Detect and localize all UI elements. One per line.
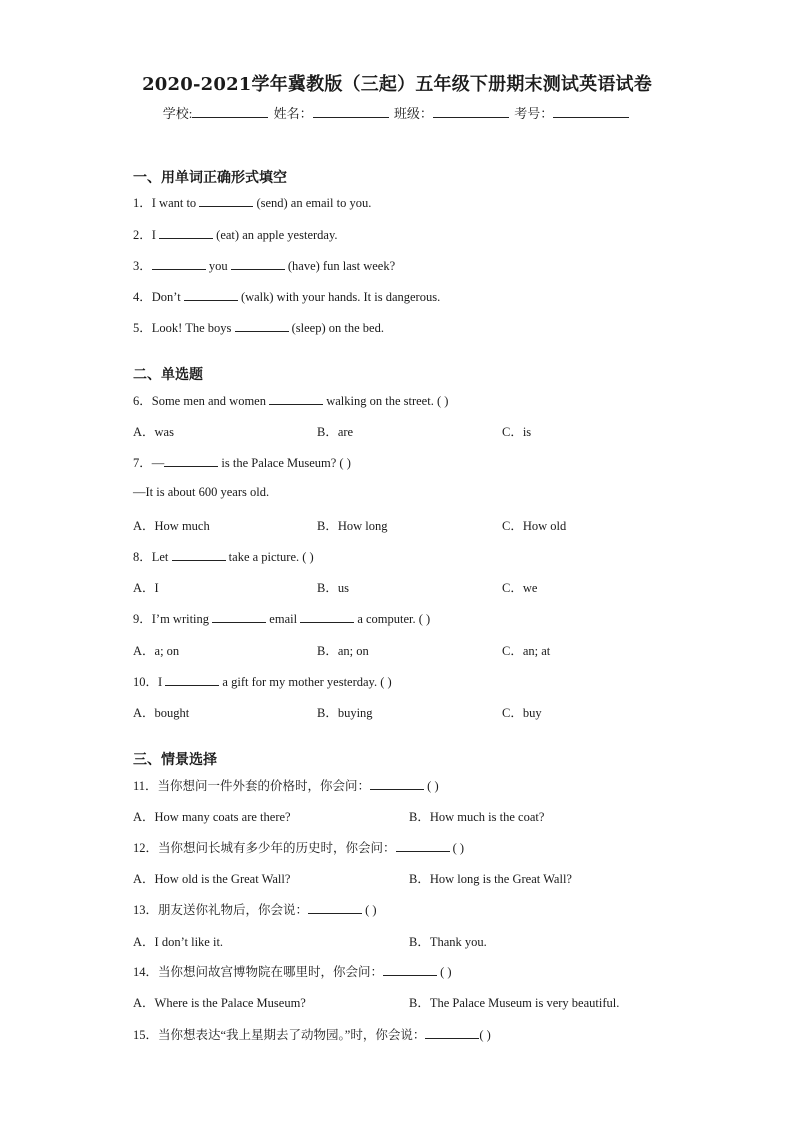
option-a[interactable]: A．How many coats are there? [133,810,291,824]
answer-blank[interactable] [164,455,218,467]
question-4: 4．Don’t (walk) with your hands. It is dangerous. [133,290,441,304]
answer-blank[interactable] [152,258,206,270]
answer-blank[interactable] [396,840,450,852]
option-b[interactable]: B．buying [317,706,373,720]
question-1: 1．I want to (send) an email to you. [133,196,372,210]
class-blank[interactable] [433,105,509,118]
answer-blank[interactable] [199,195,253,207]
answer-blank[interactable] [370,778,424,790]
option-c[interactable]: C．buy [502,706,542,720]
number-blank[interactable] [553,105,629,118]
class-label: 班级： [393,106,433,121]
option-a[interactable]: A．I don’t like it. [133,935,224,949]
option-b[interactable]: B．an; on [317,644,369,658]
option-c[interactable]: C．we [502,581,538,595]
school-blank[interactable] [192,105,268,118]
school-label: 学校: [162,106,193,121]
answer-blank[interactable] [172,549,226,561]
page-title: 2020-2021学年冀教版（三起）五年级下册期末测试英语试卷 [142,74,652,95]
question-8: 8．Let take a picture. ( ) [133,550,314,564]
answer-blank[interactable] [165,674,219,686]
option-b[interactable]: B．How long is the Great Wall? [409,872,572,886]
question-6: 6．Some men and women walking on the street. ( ) [133,394,449,408]
student-info-line [0,103,794,122]
option-a[interactable]: A．How old is the Great Wall? [133,872,291,886]
question-14: 14．当你想问故宫博物院在哪里时，你会问： ( ) [133,965,452,979]
option-b[interactable]: B．How much is the coat? [409,810,545,824]
option-c[interactable]: C．an; at [502,644,551,658]
option-a[interactable]: A．How much [133,519,210,533]
question-15: 15．当你想表达“我上星期去了动物园。”时，你会说： ( ) [133,1028,491,1042]
name-label: 姓名： [273,106,313,121]
option-a[interactable]: A．I [133,581,159,595]
section-heading: 一、用单词正确形式填空 [133,170,287,186]
answer-blank[interactable] [269,393,323,405]
section-heading: 三、情景选择 [133,752,217,768]
question-7-reply: —It is about 600 years old. [133,485,270,499]
option-c[interactable]: C．How old [502,519,567,533]
question-10: 10．I a gift for my mother yesterday. ( ) [133,675,392,689]
question-9: 9．I’m writing email a computer. ( ) [133,612,431,626]
question-3: 3． you (have) fun last week? [133,259,396,273]
option-b[interactable]: B．us [317,581,349,595]
question-2: 2．I (eat) an apple yesterday. [133,228,338,242]
answer-blank[interactable] [231,258,285,270]
number-label: 考号： [514,106,554,121]
section-heading: 二、单选题 [133,367,203,383]
option-b[interactable]: B．are [317,425,354,439]
option-b[interactable]: B．The Palace Museum is very beautiful. [409,996,620,1010]
answer-blank[interactable] [235,320,289,332]
option-a[interactable]: A．a; on [133,644,180,658]
name-blank[interactable] [313,105,389,118]
question-7: 7．— is the Palace Museum? ( ) [133,456,351,470]
question-11: 11．当你想问一件外套的价格时，你会问： ( ) [133,779,439,793]
option-c[interactable]: C．is [502,425,532,439]
option-b[interactable]: B．Thank you. [409,935,487,949]
question-12: 12．当你想问长城有多少年的历史时，你会问： ( ) [133,841,465,855]
answer-blank[interactable] [425,1027,479,1039]
option-b[interactable]: B．How long [317,519,388,533]
answer-blank[interactable] [300,611,354,623]
answer-blank[interactable] [159,227,213,239]
option-a[interactable]: A．was [133,425,174,439]
answer-blank[interactable] [212,611,266,623]
question-5: 5．Look! The boys (sleep) on the bed. [133,321,384,335]
option-a[interactable]: A．bought [133,706,190,720]
answer-blank[interactable] [308,902,362,914]
question-13: 13．朋友送你礼物后，你会说： ( ) [133,903,377,917]
answer-blank[interactable] [383,964,437,976]
option-a[interactable]: A．Where is the Palace Museum? [133,996,306,1010]
answer-blank[interactable] [184,289,238,301]
